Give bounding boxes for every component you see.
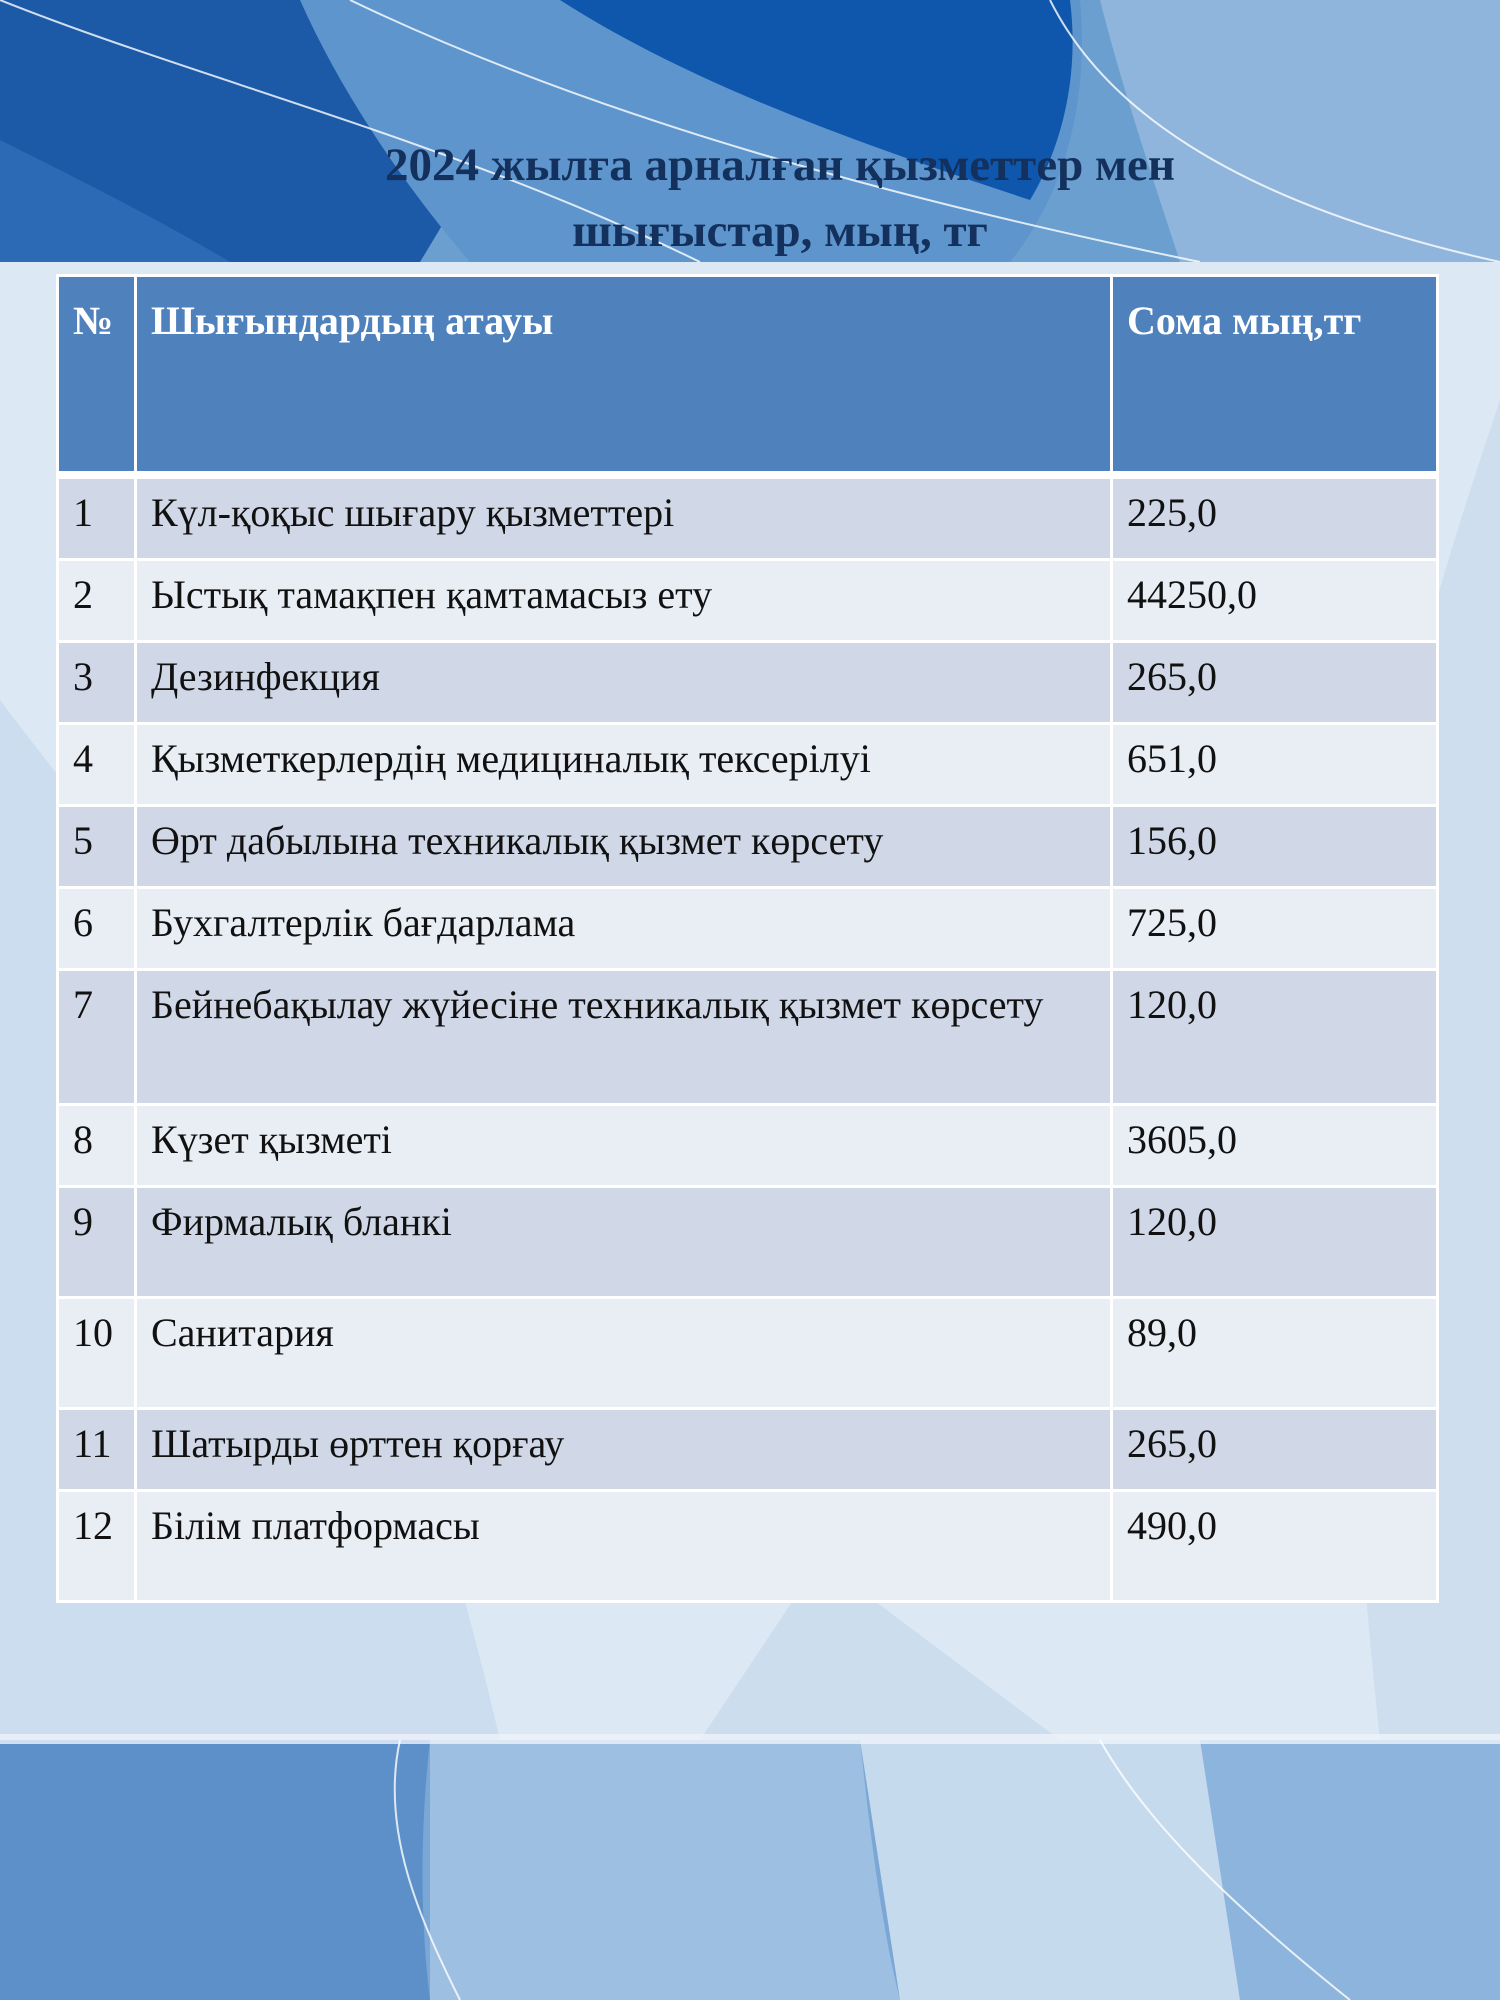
row-expense-name: Фирмалық бланкі xyxy=(136,1187,1112,1298)
row-expense-name: Қызметкерлердің медициналық тексерілуі xyxy=(136,724,1112,806)
table-row xyxy=(58,888,1438,970)
table-row xyxy=(58,475,1438,560)
row-expense-name: Шатырды өрттен қорғау xyxy=(136,1409,1112,1491)
row-expense-name: Өрт дабылына техникалық қызмет көрсету xyxy=(136,806,1112,888)
row-amount: 725,0 xyxy=(1112,888,1438,970)
row-amount: 44250,0 xyxy=(1112,560,1438,642)
row-number: 1 xyxy=(58,475,136,560)
table-row xyxy=(58,1409,1438,1491)
page-title xyxy=(180,132,1380,264)
table-row xyxy=(58,1298,1438,1409)
row-expense-name: Күзет қызметі xyxy=(136,1105,1112,1187)
table-row xyxy=(58,724,1438,806)
row-number: 10 xyxy=(58,1298,136,1409)
row-number: 8 xyxy=(58,1105,136,1187)
row-number: 11 xyxy=(58,1409,136,1491)
row-amount: 651,0 xyxy=(1112,724,1438,806)
row-expense-name: Дезинфекция xyxy=(136,642,1112,724)
row-number: 3 xyxy=(58,642,136,724)
row-number: 2 xyxy=(58,560,136,642)
row-amount: 120,0 xyxy=(1112,1187,1438,1298)
table-row xyxy=(58,970,1438,1105)
table-header-row xyxy=(58,276,1438,476)
row-amount: 265,0 xyxy=(1112,642,1438,724)
row-amount: 120,0 xyxy=(1112,970,1438,1105)
table-row xyxy=(58,560,1438,642)
row-expense-name: Бухгалтерлік бағдарлама xyxy=(136,888,1112,970)
row-number: 5 xyxy=(58,806,136,888)
row-number: 7 xyxy=(58,970,136,1105)
row-amount: 490,0 xyxy=(1112,1491,1438,1602)
row-number: 9 xyxy=(58,1187,136,1298)
title-line-1: 2024 жылға арналған қызметтер мен xyxy=(385,139,1175,191)
row-number: 12 xyxy=(58,1491,136,1602)
row-amount: 225,0 xyxy=(1112,475,1438,560)
header-number: № xyxy=(58,276,136,476)
row-number: 4 xyxy=(58,724,136,806)
table-row xyxy=(58,806,1438,888)
row-number: 6 xyxy=(58,888,136,970)
row-amount: 156,0 xyxy=(1112,806,1438,888)
table-row xyxy=(58,642,1438,724)
table-row xyxy=(58,1187,1438,1298)
table-row xyxy=(58,1105,1438,1187)
title-line-2: шығыстар, мың, тг xyxy=(572,205,988,257)
row-amount: 89,0 xyxy=(1112,1298,1438,1409)
row-amount: 3605,0 xyxy=(1112,1105,1438,1187)
row-expense-name: Бейнебақылау жүйесіне техникалық қызмет көрсету xyxy=(136,970,1112,1105)
row-expense-name: Ыстық тамақпен қамтамасыз ету xyxy=(136,560,1112,642)
header-expense-name: Шығындардың атауы xyxy=(136,276,1112,476)
row-expense-name: Білім платформасы xyxy=(136,1491,1112,1602)
header-amount: Сома мың,тг xyxy=(1112,276,1438,476)
table-row xyxy=(58,1491,1438,1602)
row-expense-name: Санитария xyxy=(136,1298,1112,1409)
row-amount: 265,0 xyxy=(1112,1409,1438,1491)
expenses-table xyxy=(56,274,1439,1603)
row-expense-name: Күл-қоқыс шығару қызметтері xyxy=(136,475,1112,560)
